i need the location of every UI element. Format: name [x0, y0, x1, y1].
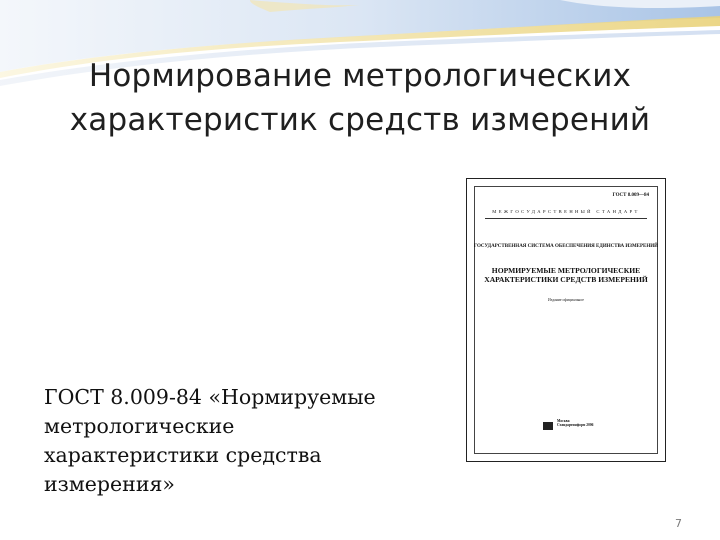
slide-title-line-2: характеристик средств измерений [69, 102, 651, 138]
gost-cover-image [466, 178, 666, 462]
slide-title-line-1: Нормирование метрологических [88, 58, 632, 94]
cover-edition-label: Издание официальное [548, 298, 584, 302]
cover-standard-code: ГОСТ 8.009—84 [612, 193, 649, 198]
cover-interstate-label: МЕЖГОСУДАРСТВЕННЫЙ СТАНДАРТ [492, 209, 640, 214]
cover-divider [485, 218, 647, 219]
body-line-3: характеристики средства [44, 443, 322, 467]
body-line-2: метрологические [44, 414, 235, 438]
page-number: 7 [675, 517, 682, 530]
cover-inner-border [474, 186, 658, 454]
slide-title [30, 54, 690, 142]
cover-publisher: Москва Стандартинформ 2006 [557, 419, 594, 428]
body-line-4: измерения» [44, 472, 175, 496]
cover-system-title: ГОСУДАРСТВЕННАЯ СИСТЕМА ОБЕСПЕЧЕНИЯ ЕДИНСТВА ИЗМЕРЕНИЙ [473, 244, 659, 249]
body-line-1: ГОСТ 8.009-84 «Нормируемые [44, 385, 376, 409]
publisher-logo-icon [543, 422, 553, 430]
cover-standard-name: НОРМИРУЕМЫЕ МЕТРОЛОГИЧЕСКИЕ ХАРАКТЕРИСТИКИ СРЕДСТВ ИЗМЕРЕНИЙ [484, 266, 648, 284]
slide-body-text [44, 383, 444, 499]
